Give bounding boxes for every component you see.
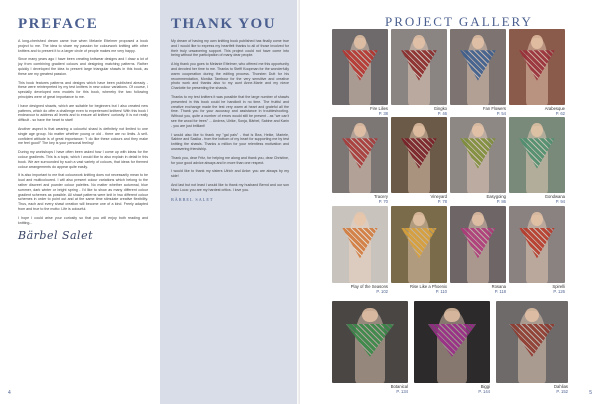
gallery-photo xyxy=(332,29,388,105)
thanks-paragraph: Thanks to my test knitters it was possible that the large number of shawls presented in this book could be handknit in no time. The fruitful and creative exchange made the test very warm at heart and grateful all the time. Thank you for your accuracy and assistance in troubleshooting. Without you, quite a number of errors would still be present - as "we can't see the wood for trees" ... Andrea, Ulrike, Sonja, Bärbel, Sabine and Karin - you are just brilliant! xyxy=(171,94,289,128)
page-number-right: 5 xyxy=(589,390,592,396)
shawl-name: Fan Flowers xyxy=(482,106,506,111)
shawl-page-ref: P. 54 xyxy=(496,111,506,116)
preface-signature: Bärbel Salet xyxy=(18,229,94,243)
gallery-caption xyxy=(505,194,565,204)
shawl-name: Biggi xyxy=(480,384,490,389)
model-head xyxy=(472,212,483,226)
preface-paragraph: Since many years ago I have been creating knitwear designs and I draw a lot of joy from combining gradient colours and designing matching patterns. Rather quickly I developed the idea to present large triangular shawls in this book, as these are my greatest passion. xyxy=(18,57,148,76)
shawl-page-ref: P. 38 xyxy=(378,111,388,116)
shawl-page-ref: P. 46 xyxy=(437,111,447,116)
preface-paragraph: Another aspect is that wearing a colourful shawl is definitely not limited to one single age group. No matter whether young or old - there are no limits. A self-confident attitude is of great importance: "I do like these colours and they make me feel good!" The key is your personal feeling! xyxy=(18,126,148,146)
gallery-photo xyxy=(509,29,565,105)
thanks-paragraph: A big thank you goes to Melanie Ettelmer, who offered me this opportunity and devoted her time to me. Thanks to Steffi Koopman for the wonderfully warm cooperation during the editing process. Thorsten Dutt for his recommendation, Monika Tambour for the very sensitive and creative photo work and thanks also to my aunt Anne-Marie and my niece Charlotte for presenting the shawls. xyxy=(171,62,289,91)
shawl-page-ref: P. 144 xyxy=(478,389,490,394)
shawl-page-ref: P. 70 xyxy=(378,199,388,204)
shawl-name: Tracery xyxy=(373,194,388,199)
shawl-name: Arabesque xyxy=(544,106,565,111)
page-number-left: 4 xyxy=(8,390,11,396)
preface-paragraph: I hope I could arise your curiosity so that you will enjoy both reading and knitting... xyxy=(18,215,148,225)
preface-paragraph: It is also important to me that colourwork knitting does not necessarily mean to be loud and multicoloured. I will also present colour variations which belong to the rather discreet and powder colour palettes. No matter whether autumnal, blue summer, dark winter or bright spring - I'd like to show as many different colour gradient schemes as possible. All shawl patterns were knit in two different colour schemes in order to point out and at the same time stimulate creative flexibility. Thus, each and every shawl creation will become one of a kind. Freely adapted from and true to the motto: Life is colourful. xyxy=(18,173,148,211)
shawl-page-ref: P. 110 xyxy=(435,289,447,294)
gallery-caption xyxy=(328,194,388,204)
model-head xyxy=(531,123,542,137)
shawl-name: Gondwana xyxy=(544,194,565,199)
model-head xyxy=(354,35,365,49)
shawl-page-ref: P. 86 xyxy=(496,199,506,204)
shawl-shape xyxy=(519,138,555,168)
model-head xyxy=(472,35,483,49)
thanks-paragraph: I would also like to thank my "gal pals" - that is Bea, Heike, Mariele, Sabine and Sasika - from the bottom of my heart for supporting me by test knitting the shawls. Thanks a million for your relentless motivation and unwavering friendship. xyxy=(171,132,289,151)
gallery-caption xyxy=(505,106,565,116)
gallery-caption xyxy=(430,384,490,394)
shawl-name: Gingko xyxy=(433,106,447,111)
gallery-caption xyxy=(508,384,568,394)
shawl-page-ref: P. 62 xyxy=(555,111,565,116)
model-head xyxy=(354,212,365,226)
shawl-shape xyxy=(342,138,378,168)
thanks-signature: BÄRBEL SALET xyxy=(171,196,214,202)
shawl-page-ref: P. 152 xyxy=(556,389,568,394)
gallery-photo xyxy=(450,29,506,105)
model-head xyxy=(413,212,424,226)
gallery-photo xyxy=(332,117,388,193)
gallery-caption xyxy=(505,284,565,294)
thanks-paragraph: And last but not least I would like to thank my husband Bernd and our son Marc Luca: you are my hardest critics. I love you. xyxy=(171,182,289,192)
shawl-shape xyxy=(346,324,395,357)
shawl-shape xyxy=(460,50,496,80)
shawl-name: Dahlias xyxy=(554,384,568,389)
preface-title: PREFACE xyxy=(18,16,99,32)
gallery-photo xyxy=(332,301,408,383)
shawl-shape xyxy=(342,228,378,259)
shawl-shape xyxy=(460,138,496,168)
preface-section xyxy=(18,16,148,242)
model-head xyxy=(531,212,542,226)
model-head xyxy=(413,123,424,137)
shawl-name: Play of the Seasons xyxy=(350,284,388,289)
shawl-shape xyxy=(342,50,378,80)
shawl-name: Spirelli xyxy=(552,284,565,289)
shawl-page-ref: P. 94 xyxy=(555,199,565,204)
thanks-paragraph: Thank you, dear Fritz, for helping me along and thank you, dear Christine, for your good advice always and in more than one respect. xyxy=(171,155,289,165)
model-head xyxy=(413,35,424,49)
shawl-name: Rosana xyxy=(491,284,506,289)
gallery-photo xyxy=(414,301,490,383)
model-head xyxy=(444,308,459,323)
gallery-caption xyxy=(446,106,506,116)
shawl-name: Vineyard xyxy=(430,194,447,199)
shawl-page-ref: P. 118 xyxy=(494,289,506,294)
gallery-caption xyxy=(328,284,388,294)
shawl-page-ref: P. 102 xyxy=(376,289,388,294)
gallery-caption xyxy=(387,106,447,116)
thanks-section xyxy=(171,16,289,202)
gallery-photo xyxy=(332,206,388,283)
shawl-name: Botanical xyxy=(390,384,408,389)
shawl-shape xyxy=(460,228,496,259)
shawl-shape xyxy=(401,228,437,259)
preface-paragraph: This book features patterns and designs which have been published already - these were reinterpreted by my test knitters in new colour variations. Of course, I specially developed new models for this book, whereby the two following principles were of great importance to me. xyxy=(18,80,148,99)
gallery-caption xyxy=(446,284,506,294)
thanks-paragraph: My dream of having my own knitting book published has finally come true and I would like to express my heartfelt thanks to all of those involved for their truly unwavering support. This project could not have come into being without the participation of many dear people. xyxy=(171,39,289,58)
gallery-photo xyxy=(391,206,447,283)
gallery-caption xyxy=(328,106,388,116)
shawl-name: Easygoing xyxy=(486,194,506,199)
thanks-paragraph: I would like to thank my sisters Ulrich and Anke: you are always by my side! xyxy=(171,169,289,179)
shawl-page-ref: P. 78 xyxy=(437,199,447,204)
gallery-photo xyxy=(391,29,447,105)
shawl-shape xyxy=(519,228,555,259)
shawl-name: Rise Like a Phoenix xyxy=(409,284,447,289)
gallery-caption xyxy=(446,194,506,204)
gallery-photo xyxy=(496,301,568,383)
gallery-caption xyxy=(348,384,408,394)
gallery-photo xyxy=(391,117,447,193)
gallery-caption xyxy=(387,194,447,204)
gallery-title: PROJECT GALLERY xyxy=(385,14,533,29)
gallery-caption xyxy=(387,284,447,294)
shawl-shape xyxy=(519,50,555,80)
gallery-photo xyxy=(450,117,506,193)
shawl-name: Fire Lilies xyxy=(370,106,388,111)
shawl-shape xyxy=(401,50,437,80)
shawl-page-ref: P. 126 xyxy=(553,289,565,294)
model-head xyxy=(362,308,377,323)
gallery-photo xyxy=(450,206,506,283)
shawl-shape xyxy=(509,324,555,357)
shawl-shape xyxy=(401,138,437,168)
model-head xyxy=(531,35,542,49)
preface-paragraph: I have designed shawls, which are suitable for beginners but I also created new patterns, which do offer a challenge even to experienced knitters! With this book I endeavour to address all levels and to ensure all knitters' curiosity. It is not really difficult - so have the heart to start! xyxy=(18,103,148,123)
shawl-page-ref: P. 134 xyxy=(396,389,408,394)
gallery-photo xyxy=(509,206,565,283)
model-head xyxy=(354,123,365,137)
model-head xyxy=(472,123,483,137)
shawl-shape xyxy=(428,324,477,357)
gallery-photo xyxy=(509,117,565,193)
preface-paragraph: A long-cherished dream came true when Melanie Ettelmer proposed a book project to me. The idea to share my passion for colourwork knitting with other knitters and to present it to a larger circle of people makes me very happy. xyxy=(18,39,148,53)
thanks-title: THANK YOU xyxy=(171,16,277,32)
preface-paragraph: During my workshops I have often been asked how I come up with ideas for the colour gradients. This is a topic, which I would like to also explain in detail in this book. We are surrounded by such a vast variety of colours, that ideas for themed colour arrangements do appear quite easily. xyxy=(18,150,148,169)
